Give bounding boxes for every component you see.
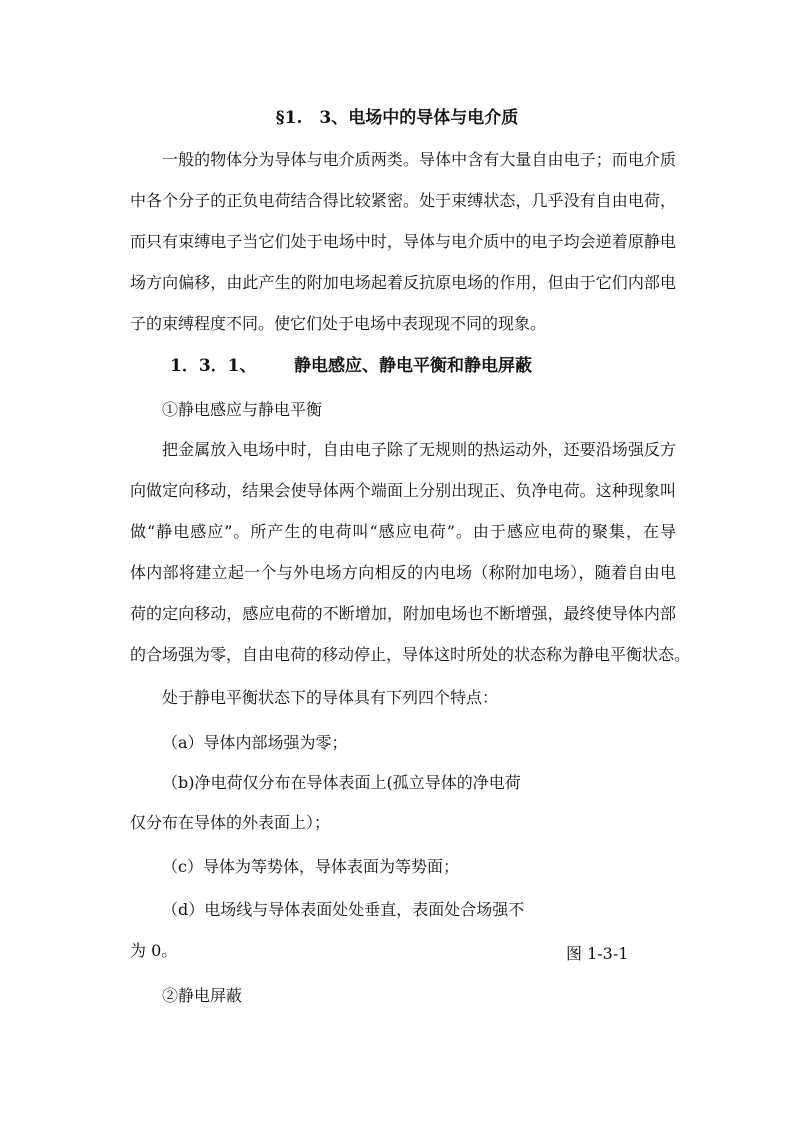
para2-line-3: 做“静电感应”。所产生的电荷叫“感应电荷”。由于感应电荷的聚集，在导 [130, 522, 676, 541]
intro-line-5: 子的束缚程度不同。使它们处于电场中表现现不同的现象。 [130, 314, 547, 333]
intro-line-1: 一般的物体分为导体与电介质两类。导体中含有大量自由电子；而电介质 [162, 150, 676, 169]
subheading-static-induction: ①静电感应与静电平衡 [162, 400, 323, 419]
list-item-b-line-2: 仅分布在导体的外表面上）； [130, 813, 331, 832]
list-item-c: （c）导体为等势体，导体表面为等势面； [162, 857, 459, 876]
intro-line-3: 而只有束缚电子当它们处于电场中时，导体与电介质中的电子均会逆着原静电 [130, 232, 676, 251]
section-number: 1．3．1、 [170, 356, 257, 376]
para2-line-2: 向做定向移动，结果会使导体两个端面上分别出现正、负净电荷。这种现象叫 [130, 481, 676, 500]
intro-line-2: 中各个分子的正负电荷结合得比较紧密。处于束缚状态，几乎没有自由电荷， [130, 191, 676, 210]
intro-line-4: 场方向偏移，由此产生的附加电场起着反抗原电场的作用，但由于它们内部电 [130, 273, 676, 292]
section-title: 静电感应、静电平衡和静电屏蔽 [294, 356, 532, 376]
list-item-d-line-1: （d）电场线与导体表面处处垂直，表面处合场强不 [162, 900, 525, 919]
para2-line-4: 体内部将建立起一个与外电场方向相反的内电场（称附加电场），随着自由电 [130, 563, 676, 582]
para2-line-1: 把金属放入电场中时，自由电子除了无规则的热运动外，还要沿场强反方 [162, 440, 676, 459]
para2-line-6: 的合场强为零，自由电荷的移动停止，导体这时所处的状态称为静电平衡状态。 [130, 645, 691, 664]
list-item-d-line-2: 为 0。 [130, 941, 178, 960]
para2-line-5: 荷的定向移动，感应电荷的不断增加，附加电场也不断增强，最终使导体内部 [130, 604, 676, 623]
subheading-electrostatic-shielding: ②静电屏蔽 [162, 986, 243, 1005]
page-title: §1. 3、电场中的导体与电介质 [275, 108, 519, 128]
para3-line: 处于静电平衡状态下的导体具有下列四个特点： [162, 688, 499, 707]
list-item-a: （a）导体内部场强为零； [162, 733, 348, 752]
figure-caption: 图 1-3-1 [566, 944, 629, 963]
list-item-b-line-1: （b)净电荷仅分布在导体表面上(孤立导体的净电荷 [162, 773, 521, 792]
section-heading [170, 356, 532, 376]
